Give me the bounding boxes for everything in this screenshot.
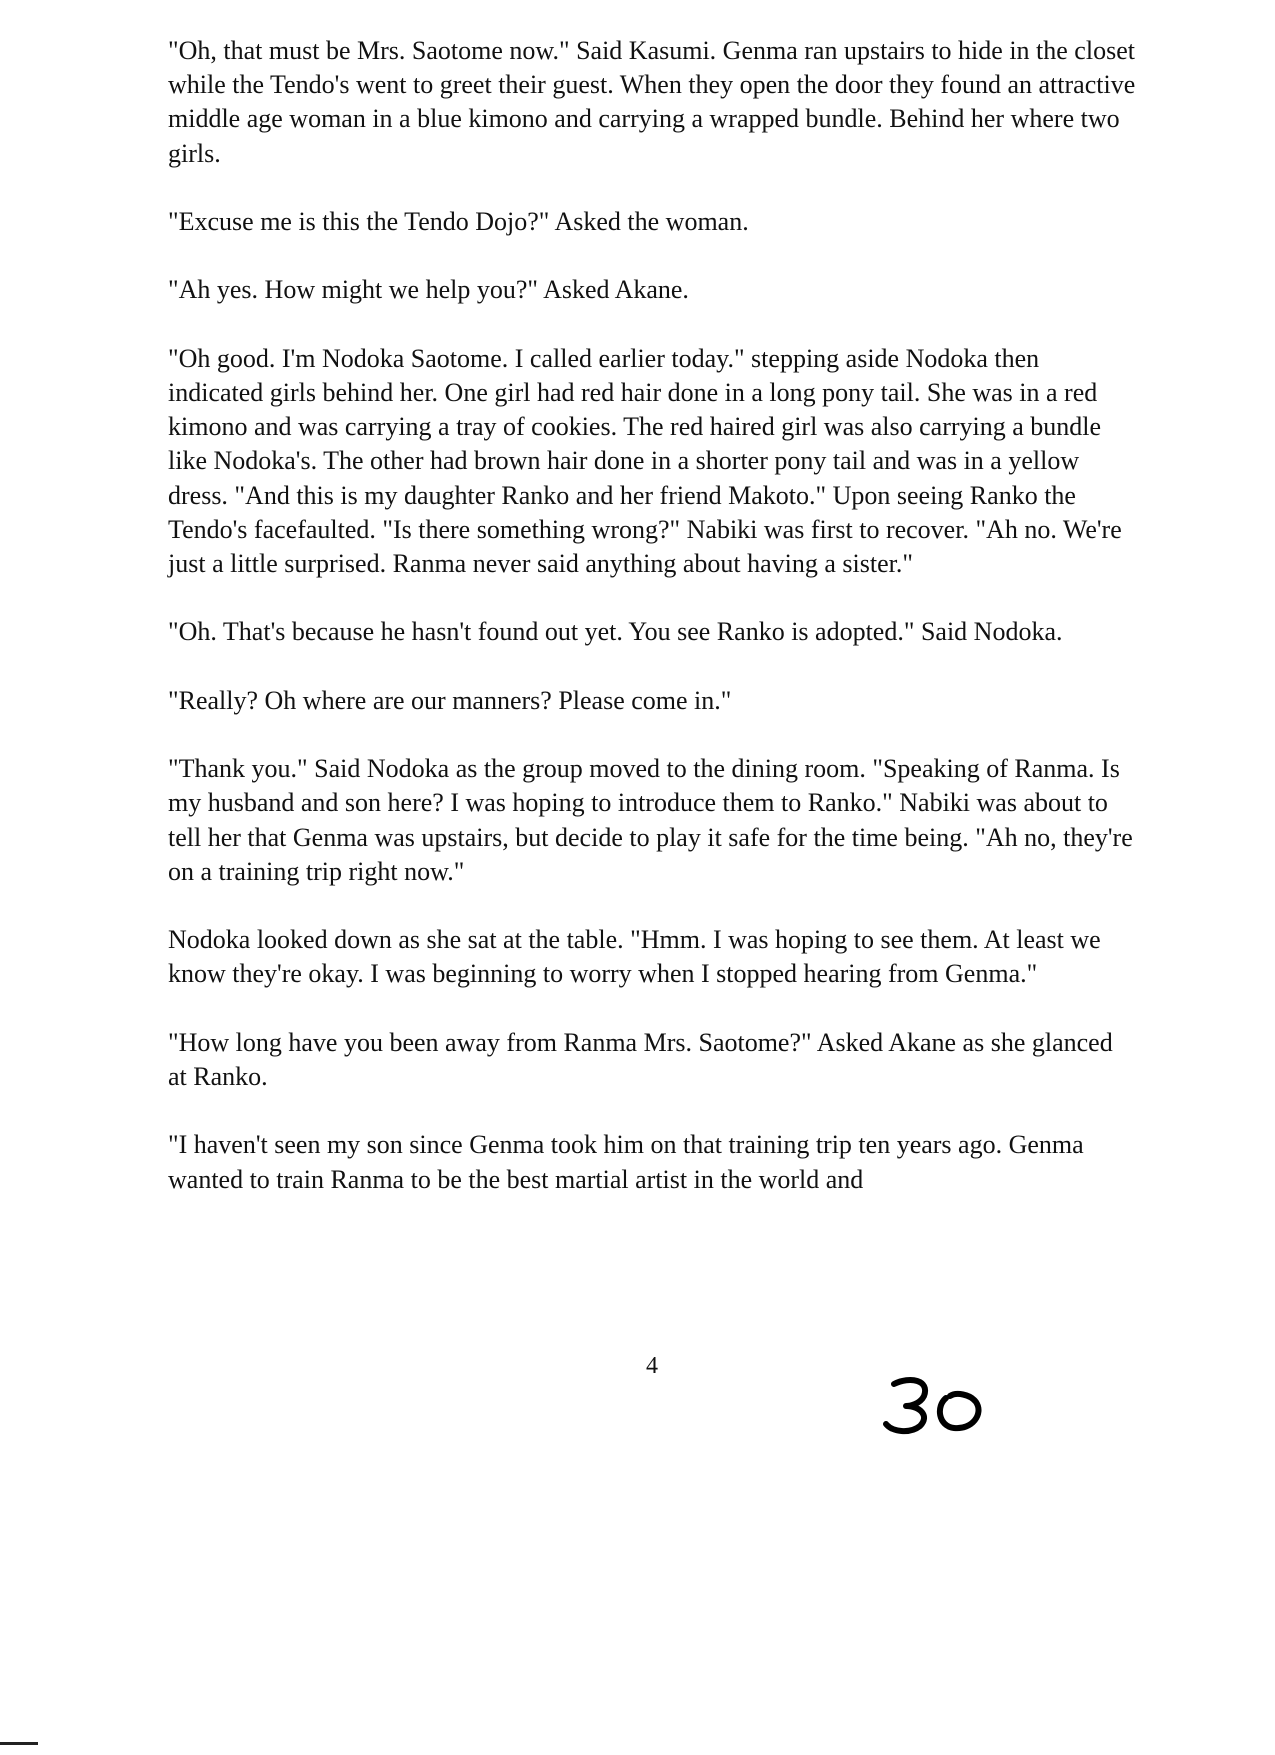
paragraph: "I haven't seen my son since Genma took him on that training trip ten years ago. Genma wanted to train Ranma to be the best martial artist in the world and: [168, 1130, 1084, 1194]
paragraph: "Oh good. I'm Nodoka Saotome. I called earlier today." stepping aside Nodoka then indicated girls behind her. One girl had red hair done in a long pony tail. She was in a red kimono and was carrying a tray of cookies. The red haired girl was also carrying a bundle like Nodoka's. The other had brown hair done in a shorter pony tail and was in a yellow dress. "And this is my daughter Ranko and her friend Makoto." Upon seeing Ranko the Tendo's facefaulted. "Is there something wrong?" Nabiki was first to recover. "Ah no. We're just a little surprised. Ranma never said anything about having a sister.": [168, 343, 1122, 578]
handwritten-page-number: [880, 1368, 990, 1440]
paragraph: "Oh. That's because he hasn't found out yet. You see Ranko is adopted." Said Nodoka.: [168, 617, 1063, 647]
paragraph: "Really? Oh where are our manners? Please come in.": [168, 685, 732, 715]
paragraph: "Oh, that must be Mrs. Saotome now." Said Kasumi. Genma ran upstairs to hide in the closet while the Tendo's went to greet their guest. When they open the door they found an attractive middle age woman in a blue kimono and carrying a wrapped bundle. Behind her where two girls.: [168, 36, 1136, 168]
paragraph: "Excuse me is this the Tendo Dojo?" Asked the woman.: [168, 207, 749, 236]
scan-edge-mark: [0, 1742, 38, 1745]
body-text: [168, 34, 1136, 1231]
handwritten-digit-0: [940, 1394, 979, 1428]
page-number: 4: [646, 1353, 658, 1379]
paragraph: "Ah yes. How might we help you?" Asked Akane.: [168, 275, 689, 305]
paragraph: "How long have you been away from Ranma Mrs. Saotome?" Asked Akane as she glanced at Ranko.: [168, 1027, 1113, 1091]
paragraph: Nodoka looked down as she sat at the table. "Hmm. I was hoping to see them. At least we know they're okay. I was beginning to worry when I stopped hearing from Genma.": [168, 925, 1101, 989]
paragraph: "Thank you." Said Nodoka as the group moved to the dining room. "Speaking of Ranma. Is my husband and son here? I was hoping to introduce them to Ranko." Nabiki was about to tell her that Genma was upstairs, but decide to play it safe for the time being. "Ah no, they're on a training trip right now.": [168, 754, 1133, 886]
handwritten-digit-3: [886, 1380, 925, 1431]
